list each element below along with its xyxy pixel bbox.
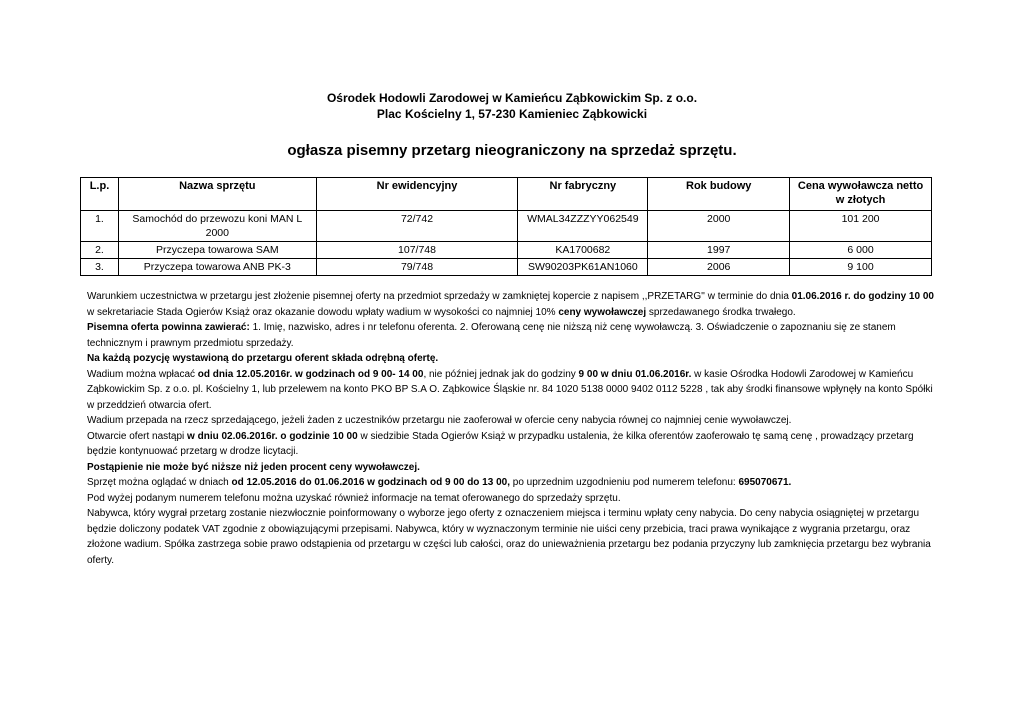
cell-price: 9 100 xyxy=(790,259,932,276)
table-row xyxy=(81,211,932,242)
cell-serial-no: SW90203PK61AN1060 xyxy=(518,259,648,276)
paragraph-deposit: Wadium można wpłacać od dnia 12.05.2016r. w godzinach od 9 00- 14 00, nie później jednak jak do godziny 9 00 w dniu 01.06.2016r. w kasie Ośrodka Hodowli Zarodowej w Kamieńcu Ząbkowickim Sp. z o.o. pl. Kościelny 1, lub przelewem na konto PKO BP S.A O. Ząbkowice Śląskie nr. 84 1020 5138 0000 9402 0112 5228 , tak aby środki finansowe wpłynęły na konto Spółki w przeddzień otwarcia ofert. xyxy=(87,368,933,411)
paragraph-offer-contents: Pisemna oferta powinna zawierać: 1. Imię, nazwisko, adres i nr telefonu oferenta. 2. Oferowaną cenę nie niższą niż cenę wywoławczą. 3. Oświadczenie o zapoznaniu się ze stanem technicznym i prawnym przedmiotu sprzedaży. xyxy=(87,322,896,349)
cell-price: 6 000 xyxy=(790,242,932,259)
cell-inventory-no: 72/742 xyxy=(316,211,518,242)
cell-year: 2000 xyxy=(648,211,790,242)
paragraph-viewing: Sprzęt można oglądać w dniach od 12.05.2016 do 01.06.2016 w godzinach od 9 00 do 13 00, po uprzednim uzgodnieniu pod numerem telefonu: 695070671. xyxy=(87,477,792,488)
col-header-price: Cena wywoławcza netto w złotych xyxy=(790,178,932,211)
cell-name: Samochód do przewozu koni MAN L 2000 xyxy=(118,211,316,242)
cell-serial-no: WMAL34ZZZYY062549 xyxy=(518,211,648,242)
cell-name: Przyczepa towarowa SAM xyxy=(118,242,316,259)
table-row xyxy=(81,242,932,259)
paragraph-separate-offer: Na każdą pozycję wystawioną do przetargu oferent składa odrębną ofertę. xyxy=(87,353,439,364)
cell-serial-no: KA1700682 xyxy=(518,242,648,259)
col-header-name: Nazwa sprzętu xyxy=(118,178,316,211)
paragraph-opening: Otwarcie ofert nastąpi w dniu 02.06.2016r. o godzinie 10 00 w siedzibie Stada Ogierów Książ w przypadku ustalenia, że kilka oferentów zaoferowało tę samą cenę , prowadzący przetarg będzie kontynuować przetarg w drodze licytacji. xyxy=(87,430,914,457)
col-header-lp: L.p. xyxy=(81,178,119,211)
tender-conditions xyxy=(87,289,937,568)
cell-lp: 3. xyxy=(81,259,119,276)
cell-year: 2006 xyxy=(648,259,790,276)
cell-inventory-no: 107/748 xyxy=(316,242,518,259)
col-header-serial-no: Nr fabryczny xyxy=(518,178,648,211)
table-header-row xyxy=(81,178,932,211)
organization-name: Ośrodek Hodowli Zarodowej w Kamieńcu Ząbkowickim Sp. z o.o. xyxy=(326,91,698,105)
equipment-table xyxy=(80,177,932,276)
cell-name: Przyczepa towarowa ANB PK-3 xyxy=(118,259,316,276)
cell-lp: 2. xyxy=(81,242,119,259)
organization-address: Plac Kościelny 1, 57-230 Kamieniec Ząbkowicki xyxy=(376,107,648,121)
announcement-title: ogłasza pisemny przetarg nieograniczony na sprzedaż sprzętu. xyxy=(287,142,737,159)
col-header-inventory-no: Nr ewidencyjny xyxy=(316,178,518,211)
paragraph-deposit-forfeit: Wadium przepada na rzecz sprzedającego, jeżeli żaden z uczestników przetargu nie zaoferował w ofercie ceny nabycia równej co najmniej cenie wywoławczej. xyxy=(87,415,792,426)
paragraph-increment: Postąpienie nie może być niższe niż jeden procent ceny wywoławczej. xyxy=(87,461,420,473)
cell-year: 1997 xyxy=(648,242,790,259)
cell-lp: 1. xyxy=(81,211,119,242)
col-header-year: Rok budowy xyxy=(648,178,790,211)
paragraph-winner: Nabywca, który wygrał przetarg zostanie niezwłocznie poinformowany o wyborze jego oferty z oznaczeniem miejsca i terminu wpłaty ceny nabycia. Do ceny nabycia osiągniętej w przetargu będzie doliczony podatek VAT zgodnie z obowiązującymi przepisami. Nabywca, który w wyznaczonym terminie nie uiści ceny przebicia, traci prawa wynikające z wygrania przetargu, oraz złożone wadium. Spółka zastrzega sobie prawo odstąpienia od przetargu w części lub całości, oraz do unieważnienia przetargu bez podania przyczyny lub zamknięcia przetargu bez wybrania oferty. xyxy=(87,508,931,566)
paragraph-phone-info: Pod wyżej podanym numerem telefonu można uzyskać również informacje na temat oferowanego do sprzedaży sprzętu. xyxy=(87,492,621,504)
paragraph-participation: Warunkiem uczestnictwa w przetargu jest złożenie pisemnej oferty na przedmiot sprzedaży w zamkniętej kopercie z napisem ,,PRZETARG'' w terminie do dnia 01.06.2016 r. do godziny 10 00 w sekretariacie Stada Ogierów Książ oraz okazanie dowodu wpłaty wadium w wysokości co najmniej 10% ceny wywoławczej sprzedawanego środka trwałego. xyxy=(87,291,934,318)
organization-header xyxy=(0,90,1024,122)
cell-price: 101 200 xyxy=(790,211,932,242)
table-row xyxy=(81,259,932,276)
cell-inventory-no: 79/748 xyxy=(316,259,518,276)
